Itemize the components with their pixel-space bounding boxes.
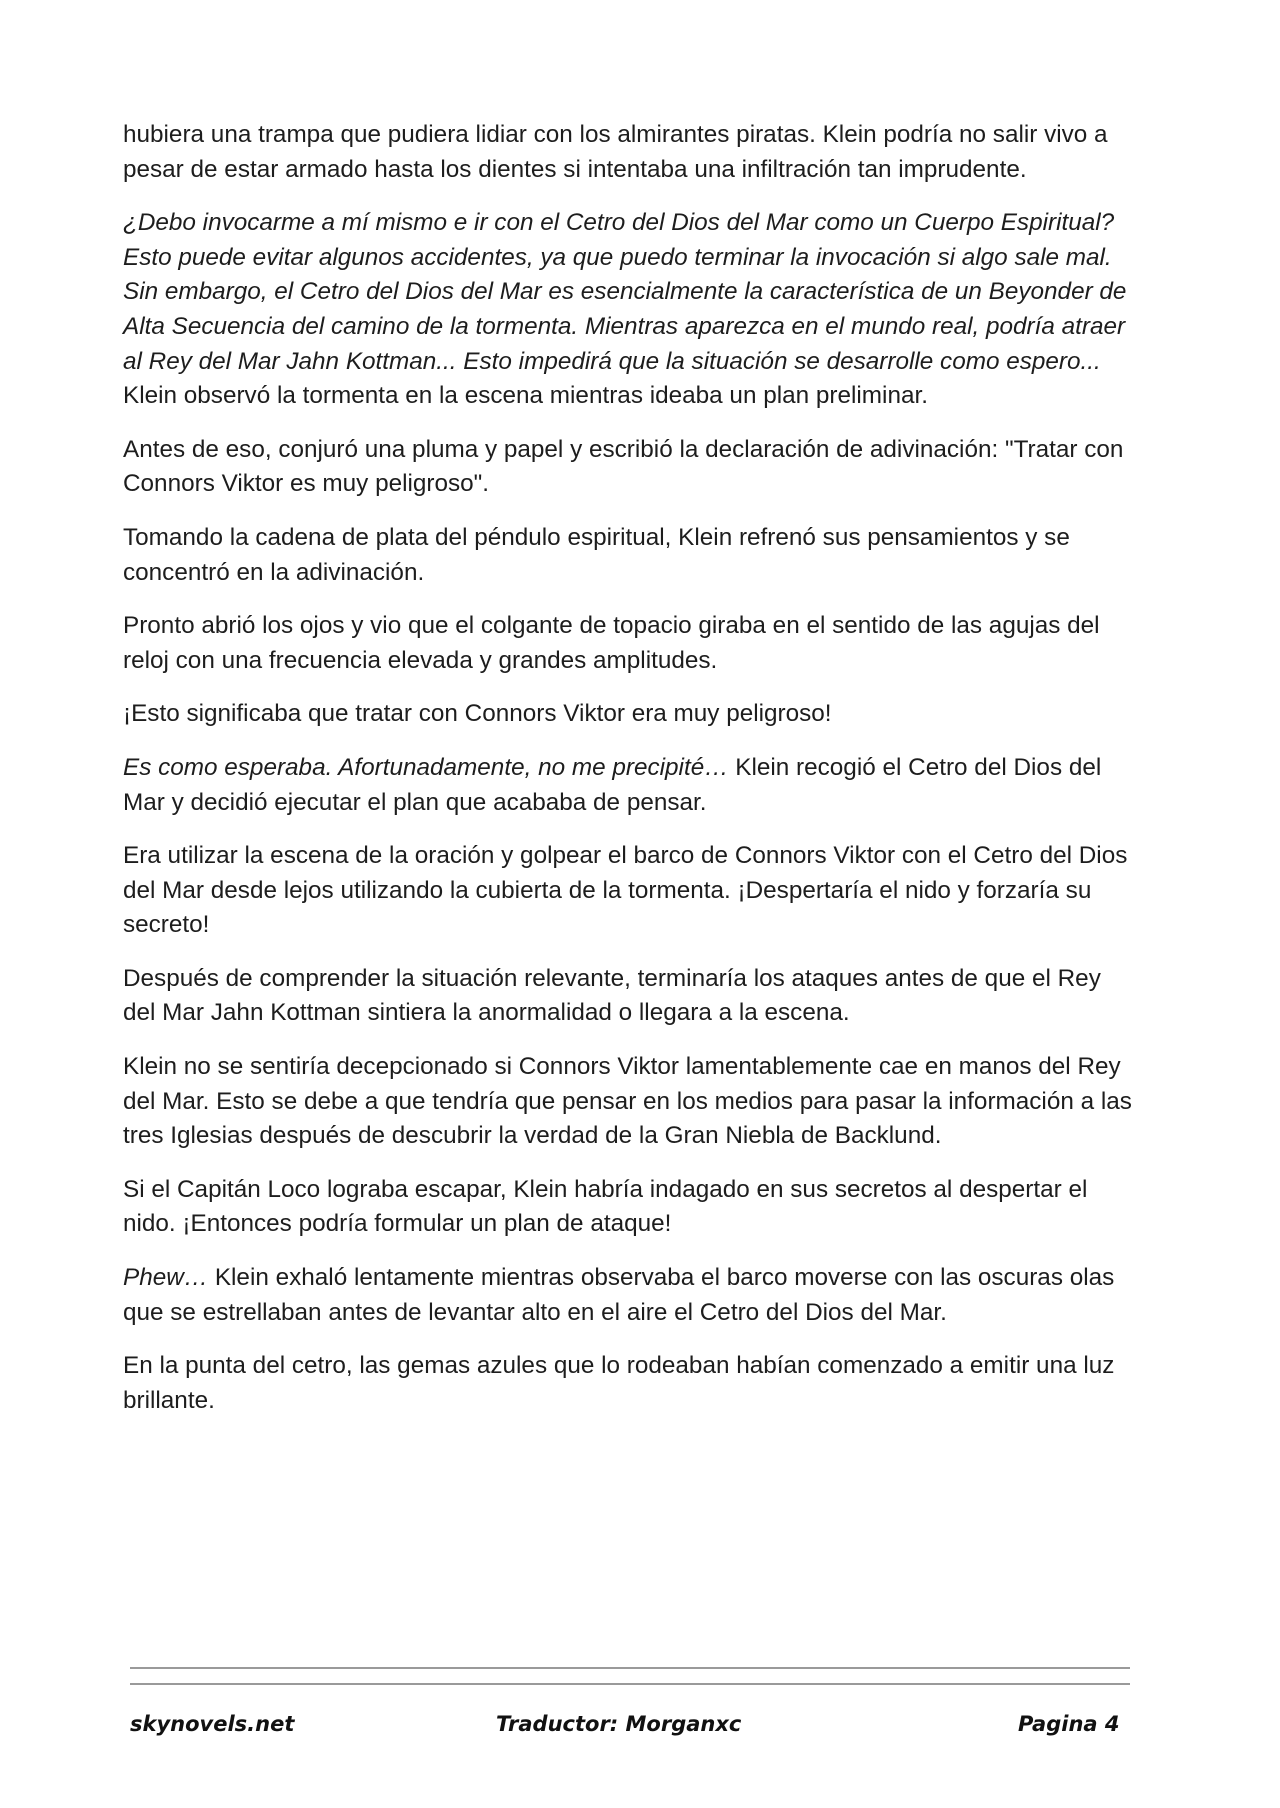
footer-translator: Traductor: Morganxc: [496, 1712, 742, 1736]
paragraph-text: Era utilizar la escena de la oración y golpear el barco de Connors Viktor con el Cetro del Dios del Mar desde lejos utilizando la cubierta de la tormenta. ¡Despertaría el nido y forzaría su secreto!: [123, 842, 1128, 939]
paragraph: [123, 433, 1135, 502]
paragraph: [123, 962, 1135, 1031]
paragraph-text: Pronto abrió los ojos y vio que el colgante de topacio giraba en el sentido de las agujas del reloj con una frecuencia elevada y grandes amplitudes.: [123, 612, 1100, 674]
paragraph: [123, 521, 1135, 590]
paragraph: [123, 609, 1135, 678]
paragraph-italic-text: Es como esperaba. Afortunadamente, no me precipité…: [123, 753, 729, 781]
paragraph: [123, 1173, 1135, 1242]
footer-divider: [130, 1667, 1130, 1669]
paragraph: [123, 1261, 1135, 1330]
paragraph-text: Klein no se sentiría decepcionado si Connors Viktor lamentablemente cae en manos del Rey del Mar. Esto se debe a que tendría que pensar en los medios para pasar la información a las tres Iglesias después de descubrir la verdad de la Gran Niebla de Backlund.: [123, 1053, 1132, 1150]
paragraph: [123, 839, 1135, 943]
paragraph-text: Si el Capitán Loco lograba escapar, Klein habría indagado en sus secretos al despertar el nido. ¡Entonces podría formular un plan de ataque!: [123, 1175, 1088, 1238]
paragraph-text: Tomando la cadena de plata del péndulo espiritual, Klein refrenó sus pensamientos y se concentró en la adivinación.: [123, 523, 1070, 586]
paragraph-text: Antes de eso, conjuró una pluma y papel y escribió la declaración de adivinación: "Tratar con Connors Viktor es muy peligroso".: [123, 435, 1124, 498]
page-body: [123, 118, 1135, 1437]
paragraph: [123, 118, 1135, 187]
paragraph-text: hubiera una trampa que pudiera lidiar con los almirantes piratas. Klein podría no salir vivo a pesar de estar armado hasta los dientes si intentaba una infiltración tan imprudente.: [123, 121, 1108, 183]
footer-site: skynovels.net: [130, 1712, 295, 1736]
paragraph-italic-text: Phew…: [123, 1264, 209, 1292]
paragraph-text: En la punta del cetro, las gemas azules que lo rodeaban habían comenzado a emitir una luz brillante.: [123, 1352, 1115, 1414]
footer-divider: [130, 1683, 1130, 1685]
paragraph-text: Klein observó la tormenta en la escena mientras ideaba un plan preliminar.: [123, 382, 928, 410]
paragraph-italic-text: ¿Debo invocarme a mí mismo e ir con el Cetro del Dios del Mar como un Cuerpo Espiritual? Esto puede evitar algunos accidentes, ya que puedo terminar la invocación si algo sale mal. Sin embargo, el Cetro del Dios del Mar es esencialmente la característica de un Beyonder de Alta Secuencia del camino de la tormenta. Mientras aparezca en el mundo real, podría atraer al Rey del Mar Jahn Kottman... Esto impedirá que la situación se desarrolle como espero...: [123, 209, 1127, 375]
paragraph-text: Klein recogió el Cetro del Dios del Mar y decidió ejecutar el plan que acababa de pensar.: [123, 753, 1102, 816]
paragraph-text: Después de comprender la situación relevante, terminaría los ataques antes de que el Rey del Mar Jahn Kottman sintiera la anormalidad o llegara a la escena.: [123, 964, 1101, 1027]
paragraph-text: ¡Esto significaba que tratar con Connors Viktor era muy peligroso!: [123, 700, 832, 728]
paragraph: [123, 1349, 1135, 1418]
paragraph: [123, 751, 1135, 820]
paragraph: [123, 206, 1135, 414]
footer-page-number: Pagina 4: [1018, 1712, 1120, 1736]
paragraph-text: Klein exhaló lentamente mientras observaba el barco moverse con las oscuras olas que se estrellaban antes de levantar alto en el aire el Cetro del Dios del Mar.: [123, 1264, 1115, 1326]
paragraph: [123, 697, 1135, 732]
paragraph: [123, 1050, 1135, 1154]
